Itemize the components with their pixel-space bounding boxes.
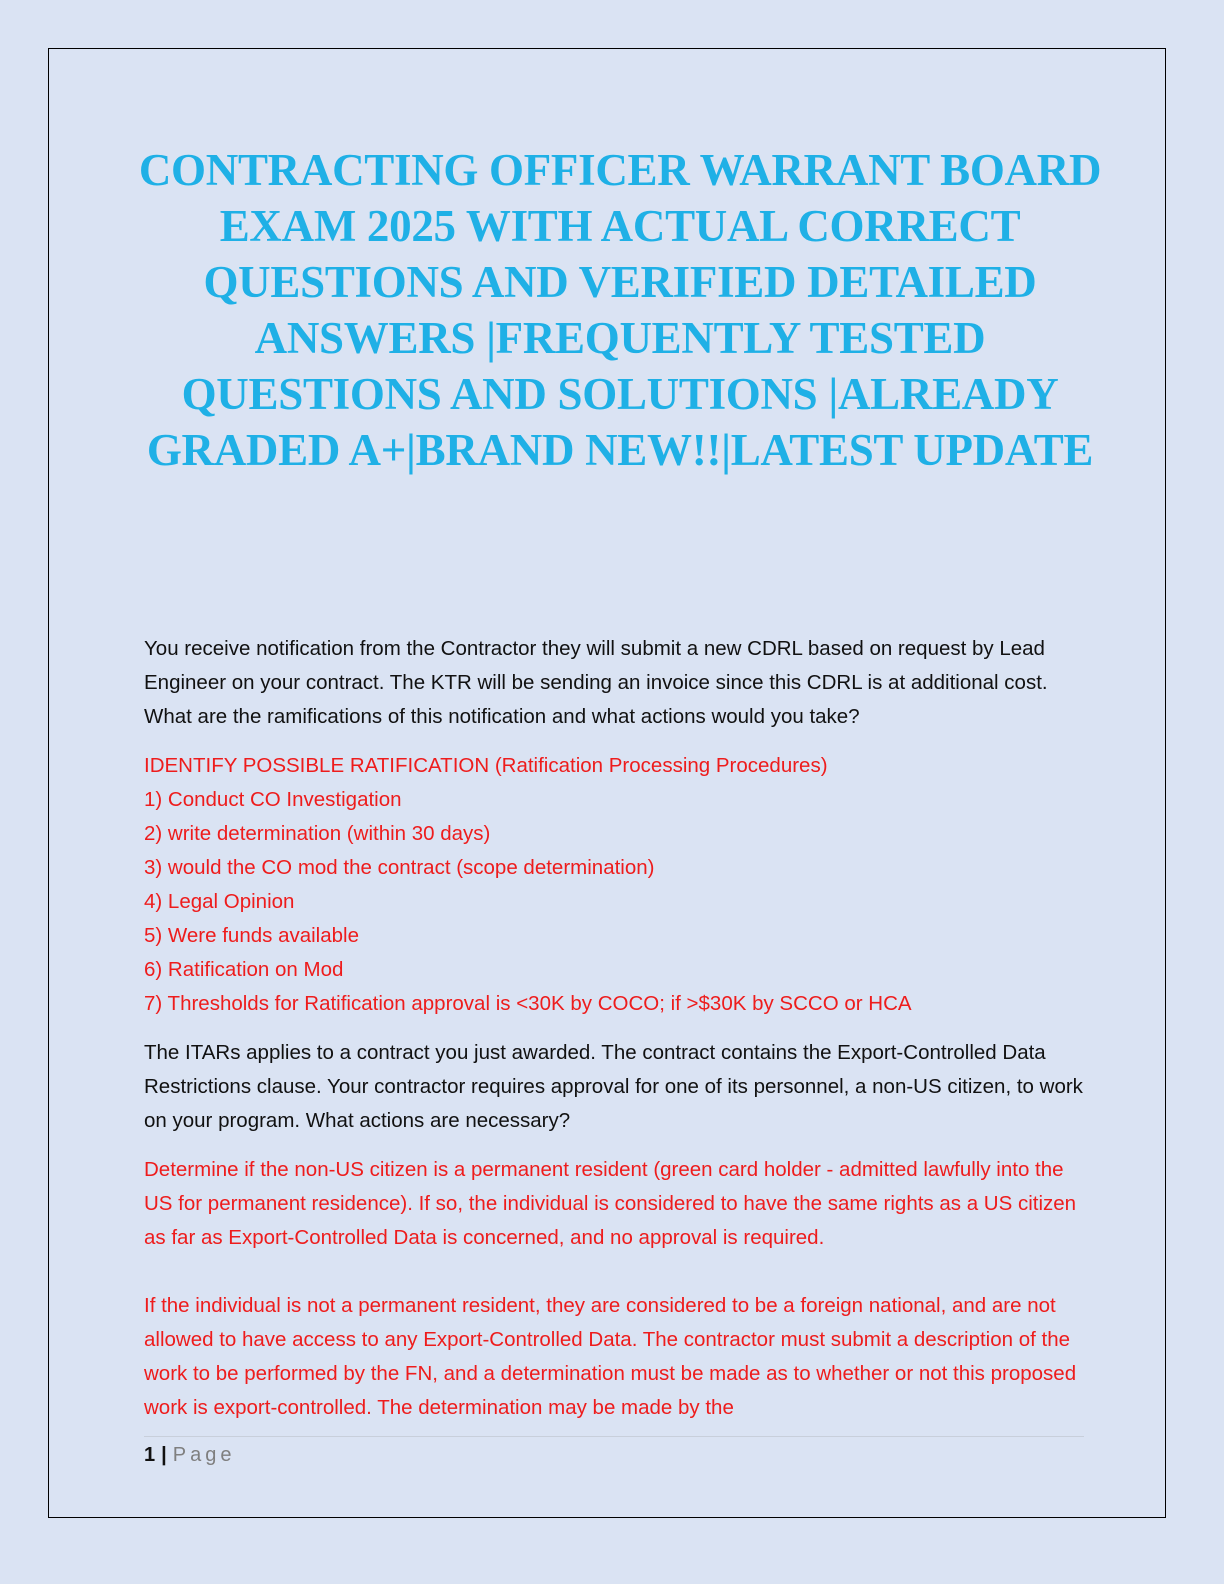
- question-1: You receive notification from the Contractor they will submit a new CDRL based on request by Lead Engineer on your contract. The KTR will be sending an invoice since this CDRL is at additional cost. What are the ramifications of this notification and what actions would you take?: [144, 637, 1048, 728]
- answer-1-step: 3) would the CO mod the contract (scope determination): [144, 856, 655, 879]
- page-number: 1: [144, 1444, 156, 1466]
- answer-1-step: 7) Thresholds for Ratification approval is <30K by COCO; if >$30K by SCCO or HCA: [144, 992, 912, 1015]
- page-footer: [144, 1440, 235, 1470]
- answer-1-step: 1) Conduct CO Investigation: [144, 788, 402, 811]
- document-title: CONTRACTING OFFICER WARRANT BOARD EXAM 2025 WITH ACTUAL CORRECT QUESTIONS AND VERIFIED DETAILED ANSWERS |FREQUENTLY TESTED QUESTIONS AND SOLUTIONS |ALREADY GRADED A+|BRAND NEW!!|LATEST UPDATE: [138, 145, 1102, 475]
- document-body: [144, 632, 1084, 1425]
- answer-1-step: 2) write determination (within 30 days): [144, 822, 491, 845]
- answer-1-step: 6) Ratification on Mod: [144, 958, 344, 981]
- answer-1: [144, 749, 1084, 1021]
- answer-2: [144, 1153, 1084, 1425]
- footer-divider: [144, 1436, 1084, 1437]
- question-2: The ITARs applies to a contract you just awarded. The contract contains the Export-Controlled Data Restrictions clause. Your contractor requires approval for one of its personnel, a non-US citizen, to work on your program. What actions are necessary?: [144, 1041, 1083, 1132]
- page-label: Page: [172, 1444, 236, 1466]
- answer-1-step: 4) Legal Opinion: [144, 890, 295, 913]
- answer-1-step: 5) Were funds available: [144, 924, 359, 947]
- answer-2-paragraph-1: Determine if the non-US citizen is a permanent resident (green card holder - admitted lawfully into the US for permanent residence). If so, the individual is considered to have the same rights as a US citizen as far as Export-Controlled Data is concerned, and no approval is required.: [144, 1158, 1077, 1249]
- answer-1-heading: IDENTIFY POSSIBLE RATIFICATION (Ratification Processing Procedures): [144, 754, 828, 777]
- footer-separator: |: [161, 1444, 167, 1466]
- paragraph-spacer: [144, 1255, 1084, 1289]
- answer-2-paragraph-2: If the individual is not a permanent resident, they are considered to be a foreign national, and are not allowed to have access to any Export-Controlled Data. The contractor must submit a description of the work to be performed by the FN, and a determination must be made as to whether or not this proposed work is export-controlled. The determination may be made by the: [144, 1294, 1077, 1419]
